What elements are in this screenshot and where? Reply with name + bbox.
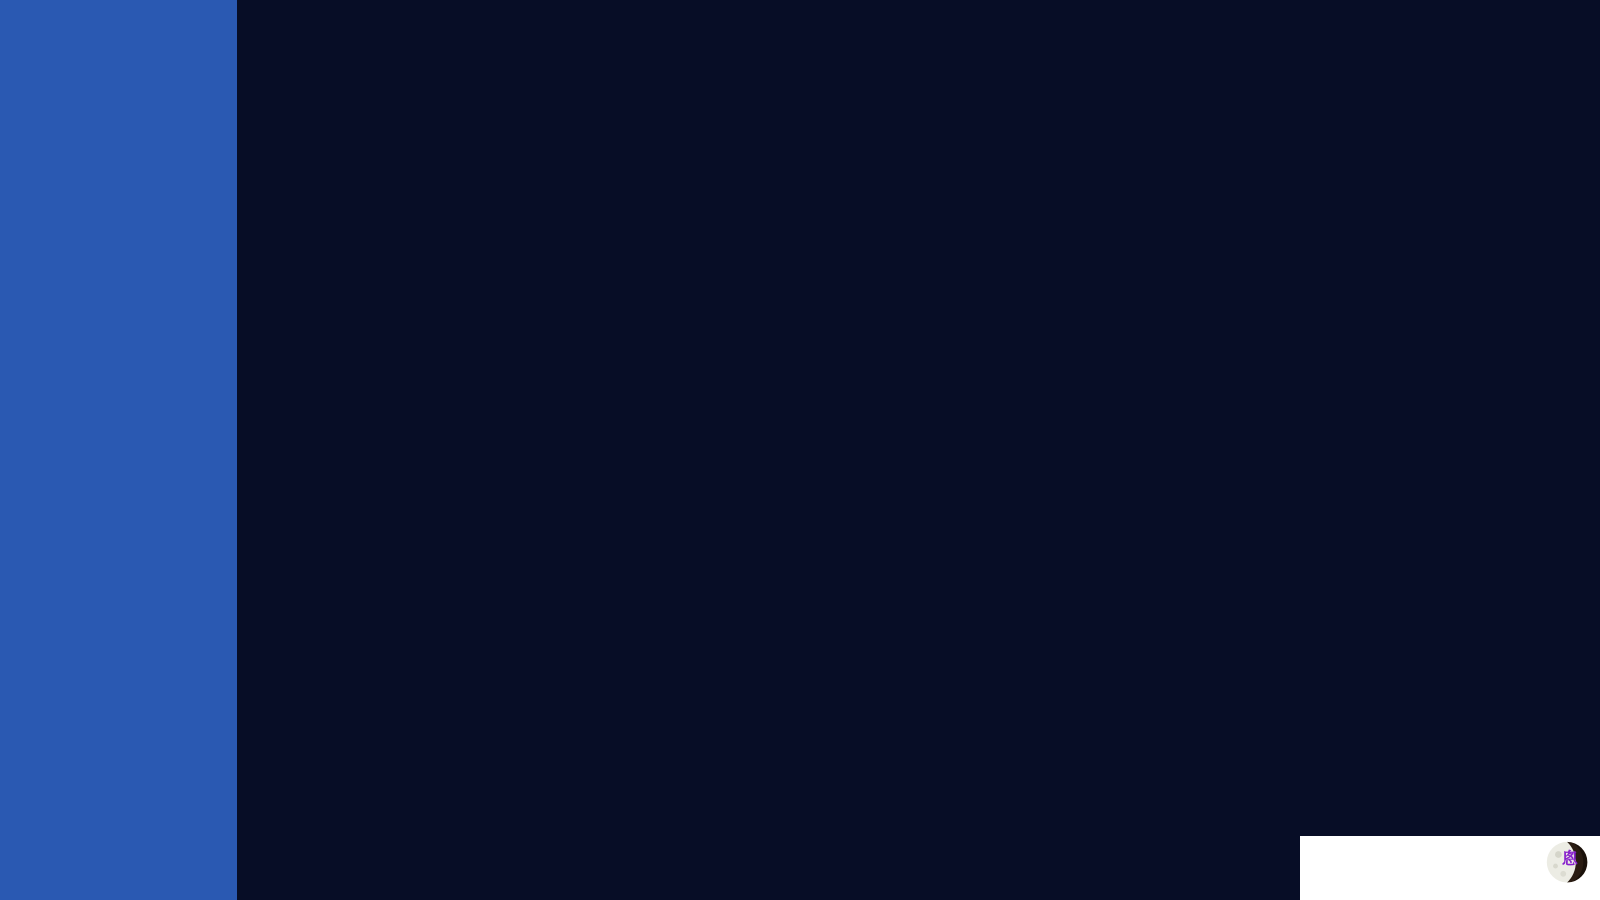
charts-row-bottom <box>243 476 1596 878</box>
svg-text:悤: 悤 <box>1561 849 1579 869</box>
left-commentary <box>0 0 237 900</box>
foundation-logo-box <box>1300 836 1600 900</box>
symbiosism-emblem-icon <box>1541 839 1599 897</box>
charts-row-top <box>243 6 1596 447</box>
banner <box>247 434 1599 484</box>
